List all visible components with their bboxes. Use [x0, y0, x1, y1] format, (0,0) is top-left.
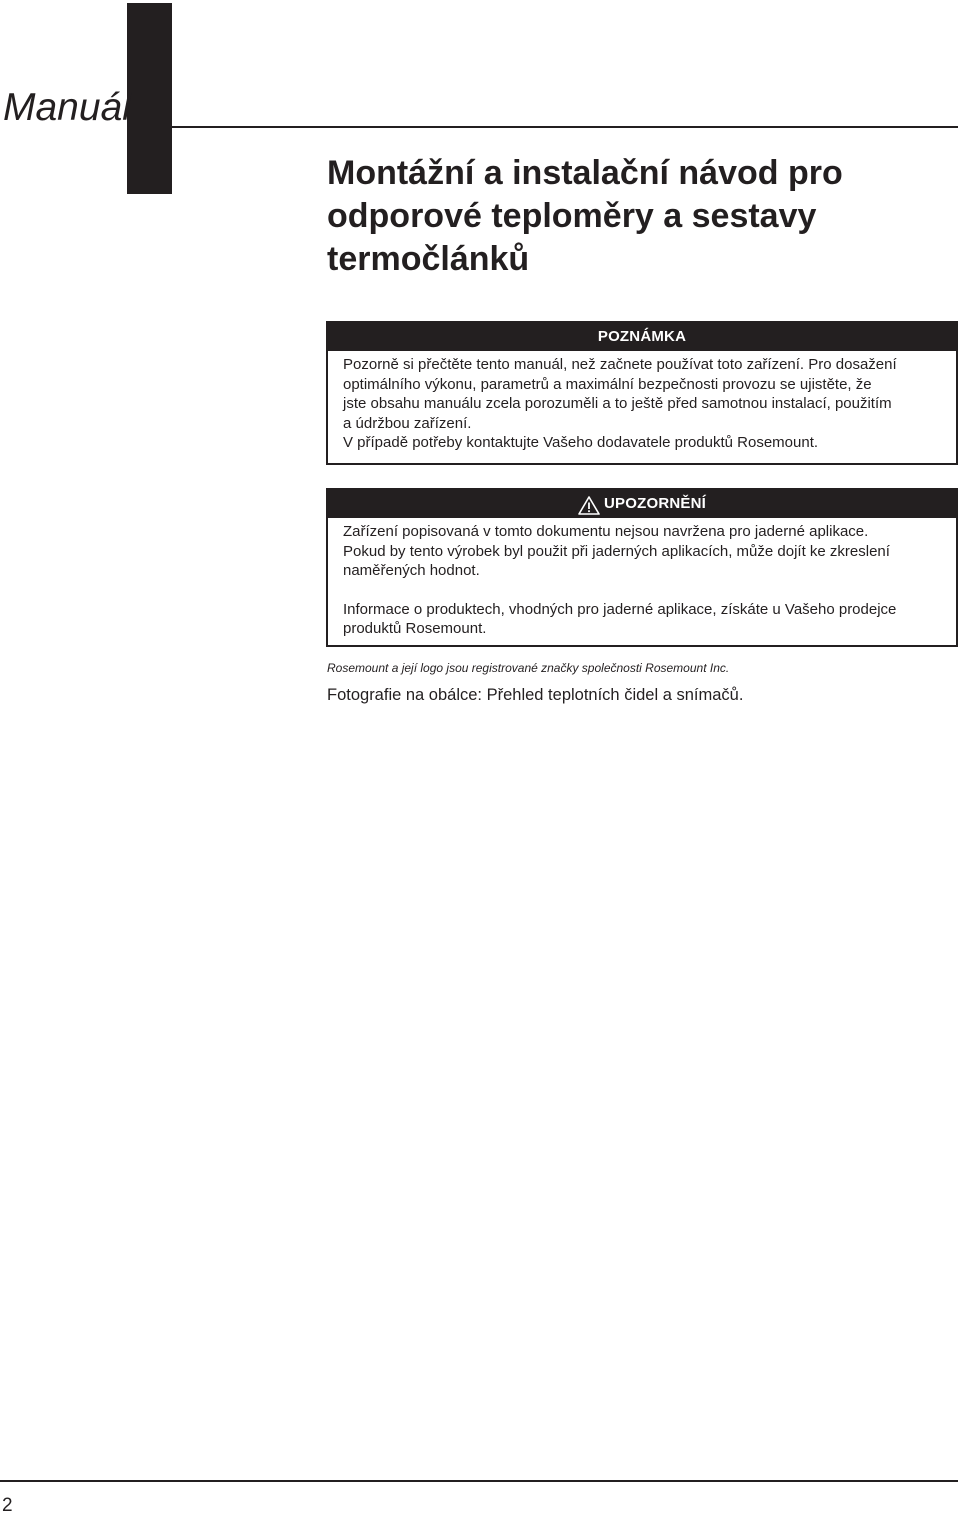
warning-line: Pokud by tento výrobek byl použit při jaderných aplikacích, může dojít ke zkreslení — [343, 542, 890, 560]
note-line: optimálního výkonu, parametrů a maximální bezpečnosti provozu se ujistěte, že — [343, 375, 872, 393]
header-rule — [172, 126, 958, 128]
warning-box — [326, 488, 958, 647]
note-line: V případě potřeby kontaktujte Vašeho dodavatele produktů Rosemount. — [343, 434, 819, 452]
section-tab-block — [127, 3, 172, 194]
title-line: Montážní a instalační návod pro — [327, 154, 843, 192]
title-line: odporové teploměry a sestavy — [327, 197, 817, 235]
note-box — [326, 321, 958, 465]
note-line: Pozorně si přečtěte tento manuál, než začnete používat toto zařízení. Pro dosažení — [343, 356, 897, 373]
warning-header — [328, 490, 956, 518]
note-line: jste obsahu manuálu zcela porozuměli a to ještě před samotnou instalací, použitím — [343, 395, 892, 413]
footer-rule — [0, 1480, 958, 1482]
warning-line: Zařízení popisovaná v tomto dokumentu nejsou navržena pro jaderné aplikace. — [343, 523, 869, 540]
warning-heading: UPOZORNĚNÍ — [603, 495, 706, 512]
cover-photo-caption: Fotografie na obálce: Přehled teplotních čidel a snímačů. — [327, 686, 744, 704]
note-heading: POZNÁMKA — [328, 323, 956, 351]
trademark-notice: Rosemount a její logo jsou registrované značky společnosti Rosemount Inc. — [327, 661, 730, 675]
note-body — [328, 351, 956, 453]
section-label: Manuál — [3, 86, 131, 129]
title-line: termočlánků — [327, 240, 530, 278]
warning-line: produktů Rosemount. — [343, 620, 487, 638]
warning-line: naměřených hodnot. — [343, 562, 480, 580]
warning-triangle-icon — [578, 496, 600, 515]
warning-body — [328, 518, 956, 639]
page-title — [327, 152, 927, 281]
note-line: a údržbou zařízení. — [343, 414, 472, 432]
page-number: 2 — [2, 1495, 13, 1516]
warning-line: Informace o produktech, vhodných pro jaderné aplikace, získáte u Vašeho prodejce — [343, 600, 897, 618]
